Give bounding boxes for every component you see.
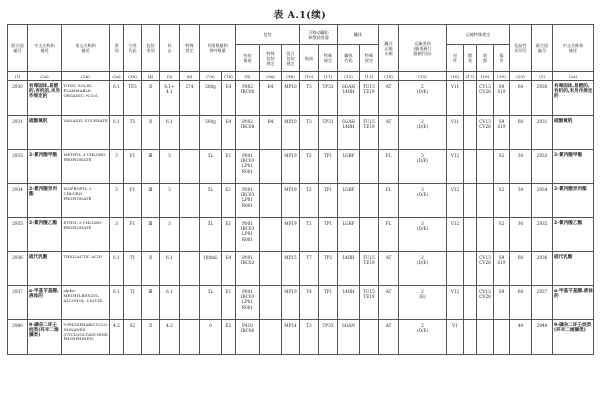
cell-un-number: 2940 bbox=[8, 320, 28, 355]
cell-tank-instruction: T4 bbox=[300, 286, 319, 320]
cell-packing-instruction: P001 IBC03 LP01 R001 bbox=[236, 218, 260, 252]
cell-english-name: 9-PHOSPHABICYCLO-NONANES (CYCLOOCTADI-IENE PHOSPHINES) bbox=[62, 320, 110, 355]
cell-english-name: METHYL 2-CHLORO-PROPIONATE bbox=[62, 150, 110, 184]
cell-un-number-right: 2933 bbox=[532, 150, 553, 184]
cell-vehicle: AT bbox=[379, 320, 399, 355]
column-number: (7b) bbox=[222, 72, 236, 81]
header-tank-vehicle: 罐式 运输 车辆 bbox=[379, 25, 399, 72]
header-un-number: 联合国 编号 bbox=[8, 25, 28, 72]
cell-special-packing bbox=[260, 150, 282, 184]
column-number: (9a) bbox=[260, 72, 282, 81]
cell-tank-code: SGAN bbox=[338, 320, 360, 355]
cell-special-packing: B4 bbox=[260, 116, 282, 150]
cell-class: 3 bbox=[110, 218, 124, 252]
cell-chinese-name: 9-磷杂二环壬烷类(环辛二烯膦类) bbox=[28, 320, 62, 355]
cell-transport-category: 3 (D/E) bbox=[399, 150, 447, 184]
cell-classification-code: F1 bbox=[124, 150, 142, 184]
cell-tank-special-2 bbox=[360, 150, 379, 184]
cell-tank-code: SGAH L4BH bbox=[338, 116, 360, 150]
cell-un-number-right: 2935 bbox=[532, 218, 553, 252]
cell-special-loading bbox=[477, 320, 494, 355]
cell-label: 4.2 bbox=[160, 320, 180, 355]
cell-packing-group: Ⅲ bbox=[142, 150, 160, 184]
cell-tank-special-2: TU15 TE19 bbox=[360, 252, 379, 286]
cell-packing-group: Ⅱ bbox=[142, 81, 160, 116]
cell-packing-instruction: P001 IBC03 LP01 R001 bbox=[236, 150, 260, 184]
cell-class: 3 bbox=[110, 184, 124, 218]
cell-tank-instruction: T3 bbox=[300, 116, 319, 150]
cell-hazard-number: 60 bbox=[510, 252, 532, 286]
cell-chinese-name: 有毒固体,易燃的,有机的,未另作规定的 bbox=[28, 81, 62, 116]
cell-tank-special: TP33 bbox=[319, 320, 338, 355]
column-number: (14) bbox=[379, 72, 399, 81]
cell-un-number-right: 2937 bbox=[532, 286, 553, 320]
cell-packing-group: Ⅲ bbox=[142, 218, 160, 252]
cell-tank-instruction: T3 bbox=[300, 81, 319, 116]
cell-tank-code: LGBF bbox=[338, 184, 360, 218]
cell-transport-category: 3 (D/E) bbox=[399, 218, 447, 252]
column-number: (16) bbox=[447, 72, 464, 81]
cell-un-number: 2937 bbox=[8, 286, 28, 320]
column-number: (18) bbox=[477, 72, 494, 81]
cell-label: 6.1+ 4.1 bbox=[160, 81, 180, 116]
cell-excepted-quantity: E4 bbox=[222, 81, 236, 116]
column-number: (3a) bbox=[110, 72, 124, 81]
cell-chinese-name: 硫代乳酸 bbox=[28, 252, 62, 286]
cell-vehicle: FL bbox=[379, 150, 399, 184]
cell-special-packages: V12 bbox=[447, 184, 464, 218]
header-limited-excepted-quantities: 有限数量和 例外数量 bbox=[200, 25, 236, 72]
header-chinese-name-right: 中文名称和 描述 bbox=[553, 25, 594, 72]
cell-special-operation: S9 S19 bbox=[494, 81, 510, 116]
cell-special-bulk bbox=[464, 150, 477, 184]
cell-special-bulk bbox=[464, 116, 477, 150]
cell-classification-code: TF3 bbox=[124, 81, 142, 116]
cell-chinese-name-right: 2-氯丙酸异丙酯 bbox=[553, 184, 594, 218]
header-hazard-number: 危险性 识别号 bbox=[510, 25, 532, 72]
cell-special-packages: V11 bbox=[447, 81, 464, 116]
cell-hazard-number: 60 bbox=[510, 286, 532, 320]
cell-class: 6.1 bbox=[110, 252, 124, 286]
cell-special-loading: CV13 CV28 bbox=[477, 116, 494, 150]
header-classification-code: 分类 代码 bbox=[124, 25, 142, 72]
column-number: (12) bbox=[338, 72, 360, 81]
cell-special-operation: S2 bbox=[494, 184, 510, 218]
cell-special-packing bbox=[260, 184, 282, 218]
cell-chinese-name-right: 硫酸氧钒 bbox=[553, 116, 594, 150]
cell-special-loading: CV13 CV28 bbox=[477, 286, 494, 320]
cell-special-loading: CV13 CV28 bbox=[477, 252, 494, 286]
column-number: (5) bbox=[160, 72, 180, 81]
cell-classification-code: F1 bbox=[124, 184, 142, 218]
cell-vehicle: AT bbox=[379, 81, 399, 116]
cell-tank-code: L4BH bbox=[338, 252, 360, 286]
cell-packing-group: Ⅱ bbox=[142, 116, 160, 150]
header-bulk: 散 装 bbox=[464, 45, 477, 72]
cell-special-packing bbox=[260, 286, 282, 320]
cell-special-packing: B4 bbox=[260, 81, 282, 116]
cell-vehicle: AT bbox=[379, 286, 399, 320]
cell-label: 3 bbox=[160, 218, 180, 252]
cell-chinese-name: α-甲基苄基醇,液体的 bbox=[28, 286, 62, 320]
cell-packing-instruction: P001 IBC03 LP01 R001 bbox=[236, 286, 260, 320]
cell-un-number: 2936 bbox=[8, 252, 28, 286]
cell-english-name: THIOLACTIC ACID bbox=[62, 252, 110, 286]
cell-chinese-name-right: 硫代乳酸 bbox=[553, 252, 594, 286]
cell-excepted-quantity: E1 bbox=[222, 286, 236, 320]
cell-special-provision bbox=[180, 150, 200, 184]
cell-class: 6.1 bbox=[110, 81, 124, 116]
cell-un-number-right: 2934 bbox=[532, 184, 553, 218]
cell-excepted-quantity: E1 bbox=[222, 184, 236, 218]
cell-special-loading bbox=[477, 150, 494, 184]
cell-special-provision: 274 bbox=[180, 81, 200, 116]
column-number: (9b) bbox=[282, 72, 300, 81]
cell-mixed-packing: MP19 bbox=[282, 150, 300, 184]
cell-tank-special-2: TU15 TE19 bbox=[360, 286, 379, 320]
cell-classification-code: T1 bbox=[124, 252, 142, 286]
cell-excepted-quantity: E2 bbox=[222, 320, 236, 355]
cell-transport-category: 2 (E) bbox=[399, 286, 447, 320]
header-tank-code: 罐体 代码 bbox=[338, 45, 360, 72]
cell-tank-special-2 bbox=[360, 184, 379, 218]
cell-special-provision bbox=[180, 320, 200, 355]
cell-label: 6.1 bbox=[160, 252, 180, 286]
cell-transport-category: 2 (D/E) bbox=[399, 116, 447, 150]
cell-class: 6.1 bbox=[110, 116, 124, 150]
column-number: (2b) bbox=[62, 72, 110, 81]
column-number: (8) bbox=[236, 72, 260, 81]
cell-tank-code: LGBF bbox=[338, 150, 360, 184]
cell-special-packages: V12 bbox=[447, 150, 464, 184]
cell-special-bulk bbox=[464, 81, 477, 116]
cell-transport-category: 3 (D/E) bbox=[399, 184, 447, 218]
cell-un-number-right: 2936 bbox=[532, 252, 553, 286]
header-tank-instructions: 指南 bbox=[300, 45, 319, 72]
column-number: (19) bbox=[494, 72, 510, 81]
column-number: (20) bbox=[510, 72, 532, 81]
header-packing-group: 包装 类别 bbox=[142, 25, 160, 72]
cell-tank-code: SGAH L4BH bbox=[338, 81, 360, 116]
cell-special-loading bbox=[477, 184, 494, 218]
cell-class: 3 bbox=[110, 150, 124, 184]
cell-hazard-number: 60 bbox=[510, 116, 532, 150]
cell-tank-special-2 bbox=[360, 218, 379, 252]
cell-classification-code: S2 bbox=[124, 320, 142, 355]
cell-hazard-number: 30 bbox=[510, 218, 532, 252]
header-operation: 操 作 bbox=[494, 45, 510, 72]
cell-packing-instruction: P001 IBC02 bbox=[236, 252, 260, 286]
header-class: 类 别 bbox=[110, 25, 124, 72]
cell-tank-special-2 bbox=[360, 320, 379, 355]
cell-limited-quantity: 5L bbox=[200, 286, 222, 320]
cell-un-number: 2933 bbox=[8, 150, 28, 184]
cell-un-number: 2934 bbox=[8, 184, 28, 218]
cell-limited-quantity: 500g bbox=[200, 81, 222, 116]
cell-packing-instruction: P001 IBC03 LP01 R001 bbox=[236, 184, 260, 218]
cell-hazard-number: 64 bbox=[510, 81, 532, 116]
cell-chinese-name: 2-氯丙酸异丙酯 bbox=[28, 184, 62, 218]
header-tank-special-2: 特殊 规定 bbox=[360, 45, 379, 72]
cell-mixed-packing: MP10 bbox=[282, 116, 300, 150]
cell-packing-instruction: P002 IBC08 bbox=[236, 81, 260, 116]
column-number: (7a) bbox=[200, 72, 222, 81]
cell-chinese-name-right: 有毒固体,易燃的,有机的,未另作规定的 bbox=[553, 81, 594, 116]
header-packaging: 包装 bbox=[236, 25, 300, 45]
cell-special-packing bbox=[260, 252, 282, 286]
header-special-packing: 特殊 包装 规定 bbox=[260, 45, 282, 72]
cell-label: 3 bbox=[160, 150, 180, 184]
cell-mixed-packing: MP14 bbox=[282, 320, 300, 355]
cell-vehicle: FL bbox=[379, 184, 399, 218]
column-number: (3b) bbox=[124, 72, 142, 81]
cell-tank-special: TP1 bbox=[319, 150, 338, 184]
header-mixed-packing: 混合 包装 规定 bbox=[282, 45, 300, 72]
cell-un-number: 2931 bbox=[8, 116, 28, 150]
cell-vehicle: FL bbox=[379, 218, 399, 252]
cell-english-name: alpha-METHYLBENZYL ALCOHOL, LIQUID bbox=[62, 286, 110, 320]
cell-special-packages: V12 bbox=[447, 286, 464, 320]
cell-tank-special: TP33 bbox=[319, 81, 338, 116]
cell-packing-group: Ⅲ bbox=[142, 286, 160, 320]
cell-packing-instruction: P002 IBC08 bbox=[236, 116, 260, 150]
cell-hazard-number: 40 bbox=[510, 320, 532, 355]
header-loading: 装 卸 bbox=[477, 45, 494, 72]
cell-mixed-packing: MP15 bbox=[282, 252, 300, 286]
cell-tank-special: TP1 bbox=[319, 184, 338, 218]
cell-tank-code: LGBF bbox=[338, 218, 360, 252]
page-title: 表 A.1(续) bbox=[273, 10, 327, 21]
cell-special-bulk bbox=[464, 320, 477, 355]
cell-packing-group: Ⅱ bbox=[142, 320, 160, 355]
column-number: (15) bbox=[399, 72, 447, 81]
cell-chinese-name: 2-氯丙酸乙酯 bbox=[28, 218, 62, 252]
cell-tank-special: TP33 bbox=[319, 116, 338, 150]
cell-un-number-right: 2930 bbox=[532, 81, 553, 116]
cell-packing-group: Ⅱ bbox=[142, 252, 160, 286]
column-number: (2a) bbox=[553, 72, 594, 81]
cell-tank-instruction: T2 bbox=[300, 150, 319, 184]
header-labels: 标 志 bbox=[160, 25, 180, 72]
cell-special-packages: V11 bbox=[447, 116, 464, 150]
cell-excepted-quantity: E1 bbox=[222, 218, 236, 252]
table-row bbox=[8, 320, 594, 355]
cell-hazard-number: 30 bbox=[510, 184, 532, 218]
cell-chinese-name-right: 2-氯丙酸甲酯 bbox=[553, 150, 594, 184]
cell-transport-category: 2 (D/E) bbox=[399, 320, 447, 355]
cell-special-operation bbox=[494, 320, 510, 355]
cell-chinese-name-right: α-甲基苄基醇,液体的 bbox=[553, 286, 594, 320]
cell-transport-category: 2 (D/E) bbox=[399, 81, 447, 116]
cell-special-bulk bbox=[464, 252, 477, 286]
cell-special-bulk bbox=[464, 218, 477, 252]
cell-tank-special: TP1 bbox=[319, 286, 338, 320]
cell-excepted-quantity: E4 bbox=[222, 252, 236, 286]
cell-special-operation: S9 S19 bbox=[494, 116, 510, 150]
table-row bbox=[8, 184, 594, 218]
header-special-transport: 运输特殊规定 bbox=[447, 25, 510, 45]
cell-special-provision bbox=[180, 116, 200, 150]
cell-special-loading: CV13 CV28 bbox=[477, 81, 494, 116]
cell-chinese-name: 2-氯丙酸甲酯 bbox=[28, 150, 62, 184]
cell-mixed-packing: MP10 bbox=[282, 81, 300, 116]
column-number: (17) bbox=[464, 72, 477, 81]
cell-un-number: 2935 bbox=[8, 218, 28, 252]
cell-chinese-name-right: 9-磷杂二环壬烷类(环辛二烯膦类) bbox=[553, 320, 594, 355]
cell-english-name: TOXIC SOLID, FLAMMABLE, ORGANIC, N.O.S. bbox=[62, 81, 110, 116]
column-number: (13) bbox=[360, 72, 379, 81]
header-transport-category: 运输类别 (隧道通行 限制代码) bbox=[399, 25, 447, 72]
table-row bbox=[8, 286, 594, 320]
cell-special-bulk bbox=[464, 286, 477, 320]
cell-tank-special: TP2 bbox=[319, 252, 338, 286]
cell-special-provision bbox=[180, 184, 200, 218]
cell-tank-special-2: TU15 TE19 bbox=[360, 116, 379, 150]
cell-tank-instruction: T2 bbox=[300, 218, 319, 252]
table-row bbox=[8, 150, 594, 184]
cell-excepted-quantity: E4 bbox=[222, 116, 236, 150]
cell-special-operation: S9 bbox=[494, 286, 510, 320]
table-row bbox=[8, 218, 594, 252]
column-number: (11) bbox=[319, 72, 338, 81]
table-row bbox=[8, 116, 594, 150]
dangerous-goods-table bbox=[7, 24, 594, 355]
cell-class: 4.2 bbox=[110, 320, 124, 355]
cell-tank-special: TP1 bbox=[319, 218, 338, 252]
cell-label: 6.1 bbox=[160, 116, 180, 150]
header-tank: 罐体 bbox=[338, 25, 379, 45]
header-packages: 包 件 bbox=[447, 45, 464, 72]
cell-label: 6.1 bbox=[160, 286, 180, 320]
header-english-name: 英文名称和 描述 bbox=[62, 25, 110, 72]
cell-limited-quantity: 100mL bbox=[200, 252, 222, 286]
cell-tank-special-2: TU15 TE19 bbox=[360, 81, 379, 116]
cell-transport-category: 2 (D/E) bbox=[399, 252, 447, 286]
cell-tank-instruction: T2 bbox=[300, 184, 319, 218]
cell-limited-quantity: 0 bbox=[200, 320, 222, 355]
cell-special-bulk bbox=[464, 184, 477, 218]
cell-un-number-right: 2940 bbox=[532, 320, 553, 355]
cell-tank-instruction: T3 bbox=[300, 320, 319, 355]
cell-packing-instruction: P410 IBC06 bbox=[236, 320, 260, 355]
column-number: (1) bbox=[8, 72, 28, 81]
cell-excepted-quantity: E1 bbox=[222, 150, 236, 184]
cell-special-operation: S2 bbox=[494, 218, 510, 252]
header-chinese-name: 中文名称和 描述 bbox=[28, 25, 62, 72]
column-number: (6) bbox=[180, 72, 200, 81]
cell-class: 6.1 bbox=[110, 286, 124, 320]
cell-special-provision bbox=[180, 286, 200, 320]
column-number: (4) bbox=[142, 72, 160, 81]
cell-vehicle: AT bbox=[379, 252, 399, 286]
table-row bbox=[8, 81, 594, 116]
cell-english-name: ETHYL 2-CHLORO-PROPIONATE bbox=[62, 218, 110, 252]
cell-special-packages: V12 bbox=[447, 218, 464, 252]
cell-tank-instruction: T7 bbox=[300, 252, 319, 286]
cell-mixed-packing: MP19 bbox=[282, 286, 300, 320]
cell-special-operation: S2 bbox=[494, 150, 510, 184]
table-row bbox=[8, 252, 594, 286]
cell-special-provision bbox=[180, 252, 200, 286]
cell-mixed-packing: MP19 bbox=[282, 184, 300, 218]
cell-special-packing bbox=[260, 320, 282, 355]
cell-limited-quantity: 5L bbox=[200, 218, 222, 252]
header-un-number-right: 联合国 编号 bbox=[532, 25, 553, 72]
cell-mixed-packing: MP19 bbox=[282, 218, 300, 252]
cell-special-loading bbox=[477, 218, 494, 252]
cell-classification-code: F1 bbox=[124, 218, 142, 252]
cell-hazard-number: 30 bbox=[510, 150, 532, 184]
header-portable-tank: 可移动罐柜 和散装容器 bbox=[300, 25, 338, 45]
cell-special-packages bbox=[447, 252, 464, 286]
cell-un-number: 2930 bbox=[8, 81, 28, 116]
cell-packing-group: Ⅲ bbox=[142, 184, 160, 218]
cell-english-name: VANADYL SULPHATE bbox=[62, 116, 110, 150]
cell-special-packing bbox=[260, 218, 282, 252]
cell-label: 3 bbox=[160, 184, 180, 218]
column-number: (1) bbox=[532, 72, 553, 81]
cell-limited-quantity: 5L bbox=[200, 184, 222, 218]
column-number: (2a) bbox=[28, 72, 62, 81]
column-number: (10) bbox=[300, 72, 319, 81]
cell-classification-code: T1 bbox=[124, 286, 142, 320]
cell-un-number-right: 2931 bbox=[532, 116, 553, 150]
cell-tank-code: L4BH bbox=[338, 286, 360, 320]
cell-limited-quantity: 500g bbox=[200, 116, 222, 150]
cell-classification-code: T5 bbox=[124, 116, 142, 150]
cell-special-operation: S9 S19 bbox=[494, 252, 510, 286]
cell-special-packages: V1 bbox=[447, 320, 464, 355]
cell-vehicle: AT bbox=[379, 116, 399, 150]
cell-chinese-name: 硫酸氧钒 bbox=[28, 116, 62, 150]
header-tank-special: 特殊 规定 bbox=[319, 45, 338, 72]
cell-special-provision bbox=[180, 218, 200, 252]
header-special-provisions: 特殊 规定 bbox=[180, 25, 200, 72]
header-packing-instructions: 包装 指南 bbox=[236, 45, 260, 72]
cell-limited-quantity: 5L bbox=[200, 150, 222, 184]
cell-chinese-name-right: 2-氯丙酸乙酯 bbox=[553, 218, 594, 252]
cell-english-name: ISOPROPYL 2-CHLORO-PROPIONATE bbox=[62, 184, 110, 218]
